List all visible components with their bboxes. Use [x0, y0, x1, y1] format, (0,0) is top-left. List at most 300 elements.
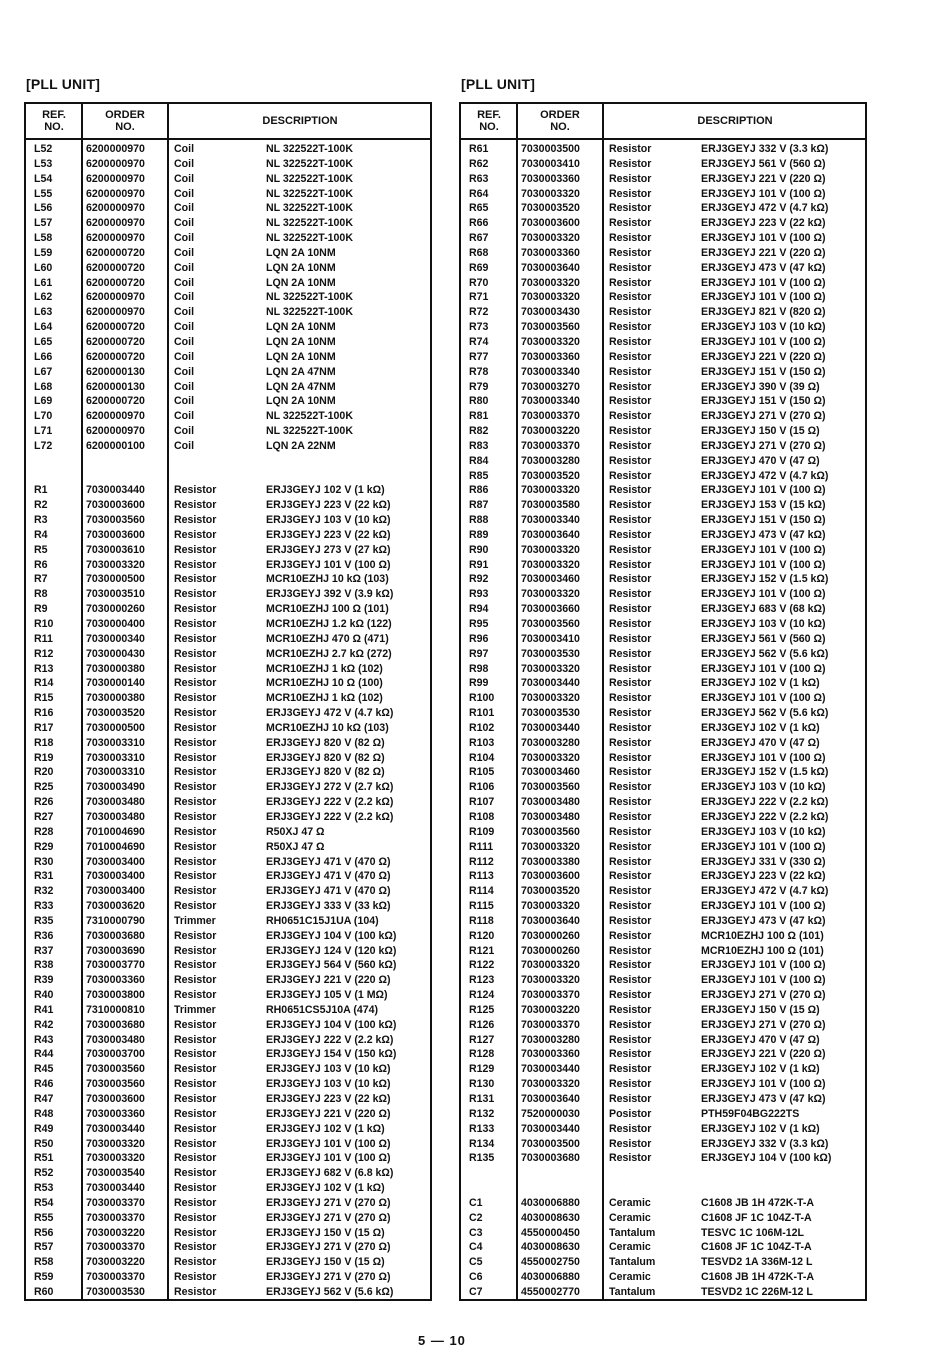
part-description: ERJ3GEYJ 222 V (2.2 kΩ): [701, 796, 829, 809]
part-description: LQN 2A 10NM: [266, 276, 336, 289]
ref-no: L71: [34, 425, 53, 438]
part-description: ERJ3GEYJ 471 V (470 Ω): [266, 885, 391, 898]
order-no: 7030003770: [86, 959, 145, 972]
part-type: Resistor: [609, 870, 652, 883]
ref-no: R54: [34, 1196, 54, 1209]
order-no: 7030000140: [86, 677, 145, 690]
order-no: 7030003270: [521, 380, 580, 393]
ref-no: R33: [34, 900, 54, 913]
table-row: [26, 988, 430, 1003]
part-type: Resistor: [174, 514, 217, 527]
order-no: 7030003430: [521, 306, 580, 319]
order-no: 7030003340: [521, 514, 580, 527]
part-description: NL 322522T-100K: [266, 202, 353, 215]
ref-no: C2: [469, 1211, 483, 1224]
ref-no: R94: [469, 603, 489, 616]
table-row: [461, 320, 865, 335]
part-description: ERJ3GEYJ 103 V (10 kΩ): [266, 514, 391, 527]
part-description: C1608 JB 1H 472K-T-A: [701, 1196, 815, 1209]
table-row: [26, 290, 430, 305]
ref-no: L57: [34, 217, 53, 230]
table-row: [26, 1181, 430, 1196]
ref-no: R132: [469, 1107, 495, 1120]
ref-no: R10: [34, 618, 54, 630]
part-description: ERJ3GEYJ 221 V (220 Ω): [266, 1107, 391, 1120]
order-no: 4030006880: [521, 1196, 580, 1209]
order-no: 7030003600: [86, 528, 145, 541]
table-row: [26, 973, 430, 988]
part-description: R50XJ 47 Ω: [266, 840, 325, 853]
ref-no: R91: [469, 558, 489, 571]
order-no: 7030003580: [521, 499, 580, 512]
ref-no: R2: [34, 499, 48, 512]
table-row: [26, 706, 430, 721]
table-row: [461, 973, 865, 988]
part-type: Trimmer: [174, 914, 216, 927]
part-description: ERJ3GEYJ 223 V (22 kΩ): [266, 499, 391, 512]
part-type: Resistor: [609, 202, 652, 215]
order-no: 7030003320: [521, 588, 580, 601]
order-no: 7030003320: [521, 751, 580, 764]
order-no: 6200000130: [86, 365, 145, 378]
part-description: ERJ3GEYJ 104 V (100 kΩ): [701, 1152, 832, 1165]
left-rows: [26, 142, 430, 1300]
table-row: [26, 691, 430, 706]
part-type: Resistor: [174, 1182, 217, 1195]
ref-no: L63: [34, 306, 53, 319]
order-no: 7030000260: [521, 929, 580, 942]
table-row: [26, 157, 430, 172]
part-type: Resistor: [609, 454, 652, 467]
table-row: [26, 676, 430, 691]
part-description: ERJ3GEYJ 564 V (560 kΩ): [266, 959, 397, 972]
ref-no: R42: [34, 1018, 54, 1031]
order-no: 7030003560: [521, 618, 580, 630]
order-no: 7030003320: [521, 662, 580, 675]
order-no: 7030003440: [521, 677, 580, 690]
order-no: 4030006880: [521, 1271, 580, 1284]
part-description: ERJ3GEYJ 101 V (100 Ω): [266, 1137, 391, 1150]
part-description: ERJ3GEYJ 682 V (6.8 kΩ): [266, 1167, 394, 1180]
order-no: 7030003360: [86, 1107, 145, 1120]
ref-no: R63: [469, 172, 489, 185]
table-row: [26, 1107, 430, 1122]
part-type: Coil: [174, 143, 195, 155]
table-row: [461, 231, 865, 246]
table-row: [26, 261, 430, 276]
part-description: ERJ3GEYJ 152 V (1.5 kΩ): [701, 573, 829, 586]
part-description: ERJ3GEYJ 332 V (3.3 kΩ): [701, 143, 829, 155]
order-no: 7030003640: [521, 1093, 580, 1105]
part-description: ERJ3GEYJ 392 V (3.9 kΩ): [266, 588, 394, 601]
part-description: NL 322522T-100K: [266, 410, 353, 423]
order-no: 7030003560: [86, 1063, 145, 1076]
order-no: 7030003560: [86, 1078, 145, 1091]
ref-no: L65: [34, 335, 53, 348]
ref-no: R16: [34, 707, 54, 720]
part-type: Resistor: [609, 469, 652, 482]
table-row: [461, 1196, 865, 1211]
ref-no: R125: [469, 1003, 495, 1016]
order-no: 7030003280: [521, 454, 580, 467]
part-description: ERJ3GEYJ 470 V (47 Ω): [701, 454, 820, 467]
part-description: MCR10EZHJ 10 kΩ (103): [266, 721, 389, 734]
order-no: 7030003440: [86, 484, 145, 497]
part-type: Resistor: [174, 885, 217, 898]
part-description: ERJ3GEYJ 101 V (100 Ω): [701, 959, 826, 972]
part-description: ERJ3GEYJ 271 V (270 Ω): [266, 1271, 391, 1284]
part-type: Coil: [174, 261, 195, 274]
table-row: [461, 736, 865, 751]
part-description: ERJ3GEYJ 562 V (5.6 kΩ): [701, 647, 829, 660]
table-row: [26, 602, 430, 617]
part-type: Resistor: [174, 929, 217, 942]
table-header: [461, 104, 865, 140]
table-row: [26, 587, 430, 602]
table-row: [461, 1211, 865, 1226]
order-no: 7030003320: [521, 335, 580, 348]
order-no: 7030003320: [521, 974, 580, 987]
order-no: 7030003640: [521, 261, 580, 274]
order-no: 6200000720: [86, 261, 145, 274]
part-type: Coil: [174, 335, 195, 348]
part-description: ERJ3GEYJ 820 V (82 Ω): [266, 736, 385, 749]
ref-no: R72: [469, 306, 489, 319]
order-no: 6200000130: [86, 380, 145, 393]
table-row: [461, 572, 865, 587]
ref-no: R4: [34, 528, 48, 541]
part-type: Resistor: [609, 1003, 652, 1016]
ref-no: R106: [469, 781, 495, 794]
order-no: 7030003560: [521, 321, 580, 334]
part-type: Resistor: [609, 380, 652, 393]
table-row: [26, 1137, 430, 1152]
order-no: 7030003320: [521, 276, 580, 289]
table-row: [461, 350, 865, 365]
part-description: ERJ3GEYJ 470 V (47 Ω): [701, 736, 820, 749]
part-description: ERJ3GEYJ 153 V (15 kΩ): [701, 499, 826, 512]
part-description: ERJ3GEYJ 154 V (150 kΩ): [266, 1048, 397, 1061]
part-type: Resistor: [609, 157, 652, 170]
table-row: [26, 409, 430, 424]
ref-no: R45: [34, 1063, 54, 1076]
order-no: 7030003320: [521, 543, 580, 556]
table-row: [461, 780, 865, 795]
part-type: Coil: [174, 246, 195, 259]
part-description: ERJ3GEYJ 223 V (22 kΩ): [701, 217, 826, 230]
part-type: Coil: [174, 276, 195, 289]
table-row: [26, 632, 430, 647]
table-row: [461, 246, 865, 261]
ref-no: R59: [34, 1271, 54, 1284]
part-description: ERJ3GEYJ 150 V (15 Ω): [701, 1003, 820, 1016]
part-description: ERJ3GEYJ 102 V (1 kΩ): [701, 1063, 820, 1076]
part-type: Resistor: [609, 558, 652, 571]
part-description: MCR10EZHJ 100 Ω (101): [701, 929, 824, 942]
order-no: 7030000500: [86, 573, 145, 586]
table-row: [26, 1255, 430, 1270]
part-description: ERJ3GEYJ 683 V (68 kΩ): [701, 603, 826, 616]
table-row: [461, 558, 865, 573]
part-description: ERJ3GEYJ 470 V (47 Ω): [701, 1033, 820, 1046]
table-row: [461, 632, 865, 647]
part-type: Resistor: [609, 766, 652, 779]
table-row: [26, 172, 430, 187]
part-type: Resistor: [174, 632, 217, 645]
part-description: ERJ3GEYJ 150 V (15 Ω): [701, 425, 820, 438]
part-type: Resistor: [174, 588, 217, 601]
order-no: 7030003660: [521, 603, 580, 616]
order-no: 7030003220: [521, 1003, 580, 1016]
ref-no: L60: [34, 261, 53, 274]
order-no: 7030003440: [521, 1063, 580, 1076]
ref-no: R83: [469, 439, 489, 452]
order-no: 7030003600: [86, 1093, 145, 1105]
part-description: ERJ3GEYJ 472 V (4.7 kΩ): [701, 202, 829, 215]
part-type: Resistor: [609, 662, 652, 675]
part-type: Resistor: [174, 647, 217, 660]
part-type: Resistor: [609, 1093, 652, 1105]
order-no: 7030003320: [521, 558, 580, 571]
part-description: ERJ3GEYJ 124 V (120 kΩ): [266, 944, 397, 957]
ref-no: R114: [469, 885, 494, 898]
ref-no: R127: [469, 1033, 495, 1046]
table-row: [26, 513, 430, 528]
part-type: Tantalum: [609, 1256, 656, 1269]
table-row: [461, 1285, 865, 1300]
order-no: 7520000030: [521, 1107, 580, 1120]
order-no: 7030003320: [521, 484, 580, 497]
ref-no: R120: [469, 929, 495, 942]
ref-no: R135: [469, 1152, 495, 1165]
order-no: 6200000720: [86, 246, 145, 259]
order-no: 7030003690: [86, 944, 145, 957]
order-no: 6200000970: [86, 217, 145, 230]
ref-no: R20: [34, 766, 54, 779]
ref-no: R123: [469, 974, 495, 987]
part-type: Resistor: [609, 944, 652, 957]
order-no: 6200000720: [86, 276, 145, 289]
ref-no: R61: [469, 143, 489, 155]
part-description: LQN 2A 10NM: [266, 261, 336, 274]
part-description: ERJ3GEYJ 102 V (1 kΩ): [266, 1182, 385, 1195]
ref-no: R103: [469, 736, 495, 749]
table-row: [26, 929, 430, 944]
order-no: 7030003400: [86, 870, 145, 883]
part-type: Trimmer: [174, 1003, 216, 1016]
part-description: ERJ3GEYJ 271 V (270 Ω): [701, 989, 826, 1002]
part-type: Resistor: [609, 217, 652, 230]
part-description: ERJ3GEYJ 101 V (100 Ω): [701, 751, 826, 764]
order-no: 7030003440: [86, 1182, 145, 1195]
order-no: 7030000400: [86, 618, 145, 630]
part-type: Resistor: [174, 900, 217, 913]
ref-no: R60: [34, 1285, 54, 1298]
part-type: Resistor: [609, 321, 652, 334]
table-row: [461, 795, 865, 810]
order-no: 7030003310: [86, 766, 145, 779]
part-type: Coil: [174, 187, 195, 200]
order-no: 6200000720: [86, 335, 145, 348]
part-type: Resistor: [609, 692, 652, 705]
part-type: Coil: [174, 291, 195, 304]
order-no: 7030003320: [521, 1078, 580, 1091]
table-row: [26, 1270, 430, 1285]
order-no: 7030003460: [521, 573, 580, 586]
ref-no: R101: [469, 707, 495, 720]
table-row: [461, 825, 865, 840]
part-description: C1608 JF 1C 104Z-T-A: [701, 1241, 812, 1254]
part-description: ERJ3GEYJ 101 V (100 Ω): [701, 900, 826, 913]
part-type: Coil: [174, 350, 195, 363]
part-description: ERJ3GEYJ 222 V (2.2 kΩ): [266, 1033, 394, 1046]
part-description: ERJ3GEYJ 103 V (10 kΩ): [701, 618, 826, 630]
order-no: 7030003320: [521, 900, 580, 913]
table-row: [461, 602, 865, 617]
table-row: [26, 1092, 430, 1107]
ref-no: R92: [469, 573, 489, 586]
table-row: [26, 350, 430, 365]
table-row: [26, 1077, 430, 1092]
part-type: Resistor: [609, 499, 652, 512]
part-type: Resistor: [174, 1152, 217, 1165]
ref-no: L54: [34, 172, 53, 185]
order-no: 7030003320: [86, 1152, 145, 1165]
ref-no: L67: [34, 365, 53, 378]
part-description: ERJ3GEYJ 473 V (47 kΩ): [701, 261, 826, 274]
part-type: Resistor: [609, 143, 652, 155]
order-no: 7030003360: [521, 350, 580, 363]
order-no: 6200000720: [86, 321, 145, 334]
part-type: Resistor: [609, 974, 652, 987]
table-row: [26, 1166, 430, 1181]
table-row: [26, 1226, 430, 1241]
ref-no: R58: [34, 1256, 54, 1269]
part-type: Resistor: [174, 1137, 217, 1150]
ref-no: R108: [469, 810, 495, 823]
table-row: [461, 394, 865, 409]
part-description: ERJ3GEYJ 103 V (10 kΩ): [701, 321, 826, 334]
part-description: ERJ3GEYJ 104 V (100 kΩ): [266, 1018, 397, 1031]
table-row: [26, 380, 430, 395]
part-description: C1608 JF 1C 104Z-T-A: [701, 1211, 812, 1224]
part-type: Resistor: [174, 1048, 217, 1061]
part-description: LQN 2A 10NM: [266, 335, 336, 348]
order-no: 6200000100: [86, 439, 145, 452]
ref-no: R64: [469, 187, 489, 200]
ref-no: R99: [469, 677, 489, 690]
part-type: Resistor: [174, 870, 217, 883]
table-row: [461, 1166, 865, 1181]
header-ref: REF. NO.: [477, 109, 501, 133]
part-type: Ceramic: [609, 1196, 651, 1209]
order-no: 7030003640: [521, 914, 580, 927]
part-type: Resistor: [609, 914, 652, 927]
table-row: [26, 810, 430, 825]
order-no: 7030003480: [86, 1033, 145, 1046]
ref-no: R81: [469, 410, 489, 423]
order-no: 7030003380: [521, 855, 580, 868]
part-description: ERJ3GEYJ 271 V (270 Ω): [701, 410, 826, 423]
table-row: [26, 1285, 430, 1300]
part-description: ERJ3GEYJ 221 V (220 Ω): [701, 172, 826, 185]
ref-no: R51: [34, 1152, 54, 1165]
part-description: ERJ3GEYJ 332 V (3.3 kΩ): [701, 1137, 829, 1150]
part-type: Coil: [174, 439, 195, 452]
ref-no: R32: [34, 885, 54, 898]
part-type: Resistor: [609, 1018, 652, 1031]
part-type: Resistor: [609, 232, 652, 245]
part-description: ERJ3GEYJ 271 V (270 Ω): [266, 1241, 391, 1254]
order-no: 7030003510: [86, 588, 145, 601]
ref-no: R5: [34, 543, 48, 556]
ref-no: R3: [34, 514, 48, 527]
ref-no: C3: [469, 1226, 483, 1239]
part-type: Resistor: [609, 528, 652, 541]
part-description: ERJ3GEYJ 221 V (220 Ω): [701, 350, 826, 363]
part-type: Resistor: [174, 1167, 217, 1180]
ref-no: R27: [34, 810, 54, 823]
table-row: [461, 587, 865, 602]
table-row: [26, 424, 430, 439]
table-row: [461, 647, 865, 662]
part-description: ERJ3GEYJ 820 V (82 Ω): [266, 751, 385, 764]
part-type: Resistor: [609, 1078, 652, 1091]
part-description: MCR10EZHJ 2.7 kΩ (272): [266, 647, 392, 660]
table-row: [26, 944, 430, 959]
table-row: [461, 1181, 865, 1196]
table-row: [26, 572, 430, 587]
ref-no: R39: [34, 974, 54, 987]
table-row: [26, 884, 430, 899]
page-number: 5 — 10: [418, 1333, 466, 1348]
part-description: ERJ3GEYJ 101 V (100 Ω): [701, 335, 826, 348]
right-panel-title: [PLL UNIT]: [461, 76, 536, 92]
order-no: 4550002750: [521, 1256, 580, 1269]
part-description: ERJ3GEYJ 101 V (100 Ω): [701, 1078, 826, 1091]
ref-no: R88: [469, 514, 489, 527]
part-description: LQN 2A 10NM: [266, 321, 336, 334]
table-row: [461, 187, 865, 202]
part-description: TESVD2 1A 336M-12 L: [701, 1256, 813, 1269]
part-description: ERJ3GEYJ 222 V (2.2 kΩ): [266, 810, 394, 823]
ref-no: R90: [469, 543, 489, 556]
right-parts-table: [459, 102, 867, 1301]
order-no: 7030003370: [86, 1271, 145, 1284]
table-row: [461, 1122, 865, 1137]
order-no: 7030003530: [521, 647, 580, 660]
part-type: Resistor: [174, 855, 217, 868]
table-row: [26, 795, 430, 810]
ref-no: R111: [469, 840, 494, 853]
table-row: [461, 172, 865, 187]
table-row: [26, 246, 430, 261]
header-description: DESCRIPTION: [262, 115, 338, 127]
table-row: [461, 528, 865, 543]
ref-no: L68: [34, 380, 53, 393]
order-no: 7030003600: [86, 499, 145, 512]
table-row: [26, 439, 430, 454]
order-no: 7030003500: [521, 143, 580, 155]
ref-no: R43: [34, 1033, 54, 1046]
part-description: ERJ3GEYJ 820 V (82 Ω): [266, 766, 385, 779]
ref-no: R29: [34, 840, 54, 853]
order-no: 7030003440: [521, 721, 580, 734]
part-type: Resistor: [609, 959, 652, 972]
part-type: Resistor: [609, 276, 652, 289]
ref-no: R84: [469, 454, 489, 467]
order-no: 7030003400: [86, 885, 145, 898]
